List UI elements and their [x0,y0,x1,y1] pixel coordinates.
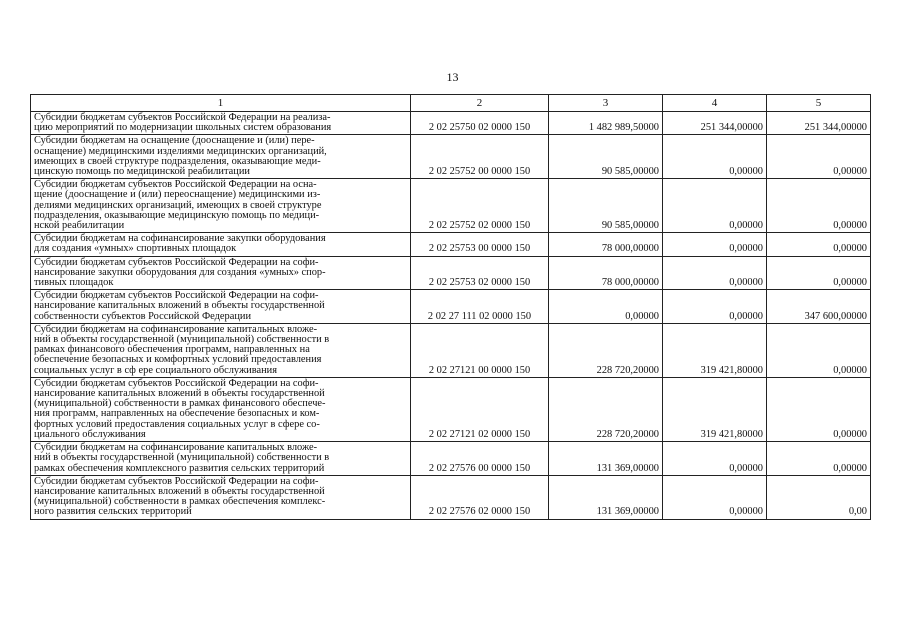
amount-col-4: 251 344,00000 [663,112,767,135]
amount-col-4: 0,00000 [663,233,767,256]
amount-col-3: 228 720,20000 [549,377,663,441]
amount-col-4: 319 421,80000 [663,377,767,441]
amount-col-3: 0,00000 [549,290,663,324]
subsidy-description: Субсидии бюджетам на софинансирование капитальных вложе- ний в объекты государственной (муниципальной) собственности в рамках обеспечения комплексного развития сельских территорий [31,442,411,476]
amount-col-4: 0,00000 [663,290,767,324]
amount-col-5: 347 600,00000 [767,290,871,324]
amount-col-3: 90 585,00000 [549,135,663,179]
table-header-row [31,95,871,112]
budget-code: 2 02 25753 02 0000 150 [411,256,549,290]
page-number: 13 [446,70,459,84]
subsidy-description: Субсидии бюджетам субъектов Российской Федерации на софи- нансирование капитальных вложений в объекты государственной (муниципальной) собственности в рамках финансового обеспече- ния программ, направленных на обеспечение безопасных и ком- фортных условий предоставления социальных услуг в сфере со- циального обслуживания [31,377,411,441]
column-header-4: 4 [663,95,767,112]
column-header-1: 1 [31,95,411,112]
amount-col-5: 0,00000 [767,256,871,290]
amount-col-4: 0,00000 [663,475,767,519]
table-row [31,179,871,233]
table-row [31,112,871,135]
budget-code: 2 02 25752 02 0000 150 [411,179,549,233]
amount-col-3: 1 482 989,50000 [549,112,663,135]
amount-col-5: 0,00000 [767,135,871,179]
subsidy-description: Субсидии бюджетам на оснащение (дооснащение и (или) пере- оснащение) медицинскими изделиями медицинских организаций, имеющих в своей структуре подразделения, оказывающие меди- цинскую помощь по медицинской реабилитации [31,135,411,179]
budget-table [30,94,871,520]
table-row [31,323,871,377]
amount-col-3: 228 720,20000 [549,323,663,377]
table-row [31,290,871,324]
table-row [31,377,871,441]
table-row [31,135,871,179]
budget-code: 2 02 27576 00 0000 150 [411,442,549,476]
amount-col-4: 0,00000 [663,135,767,179]
subsidy-description: Субсидии бюджетам субъектов Российской Федерации на реализа- цию мероприятий по модернизации школьных систем образования [31,112,411,135]
table-row [31,442,871,476]
amount-col-5: 0,00000 [767,179,871,233]
column-header-2: 2 [411,95,549,112]
amount-col-3: 90 585,00000 [549,179,663,233]
table-row [31,233,871,256]
subsidy-description: Субсидии бюджетам субъектов Российской Федерации на софи- нансирование капитальных вложений в объекты государственной собственности субъектов Российской Федерации [31,290,411,324]
budget-code: 2 02 27121 02 0000 150 [411,377,549,441]
amount-col-5: 0,00000 [767,377,871,441]
amount-col-3: 78 000,00000 [549,256,663,290]
amount-col-5: 0,00000 [767,323,871,377]
amount-col-5: 0,00000 [767,233,871,256]
budget-code: 2 02 27121 00 0000 150 [411,323,549,377]
amount-col-4: 0,00000 [663,256,767,290]
amount-col-5: 0,00 [767,475,871,519]
amount-col-4: 0,00000 [663,442,767,476]
amount-col-4: 319 421,80000 [663,323,767,377]
column-header-5: 5 [767,95,871,112]
budget-code: 2 02 25750 02 0000 150 [411,112,549,135]
budget-code: 2 02 27 111 02 0000 150 [411,290,549,324]
budget-code: 2 02 27576 02 0000 150 [411,475,549,519]
column-header-3: 3 [549,95,663,112]
table-row [31,256,871,290]
subsidy-description: Субсидии бюджетам на софинансирование закупки оборудования для создания «умных» спортивных площадок [31,233,411,256]
subsidy-description: Субсидии бюджетам на софинансирование капитальных вложе- ний в объекты государственной (муниципальной) собственности в рамках финансового обеспечения программ, направленных на обеспечение безопасных и комфортных условий предоставления социальных услуг в сф ере социального обслуживания [31,323,411,377]
amount-col-3: 78 000,00000 [549,233,663,256]
amount-col-5: 251 344,00000 [767,112,871,135]
table-row [31,475,871,519]
subsidy-description: Субсидии бюджетам субъектов Российской Федерации на осна- щение (дооснащение и (или) переоснащение) медицинскими из- делиями медицинских организаций, имеющих в своей структуре подразделения, оказывающие медицинскую помощь по медици- нской реабилитации [31,179,411,233]
amount-col-4: 0,00000 [663,179,767,233]
budget-code: 2 02 25753 00 0000 150 [411,233,549,256]
subsidy-description: Субсидии бюджетам субъектов Российской Федерации на софи- нансирование закупки оборудования для создания «умных» спор- тивных площадок [31,256,411,290]
amount-col-5: 0,00000 [767,442,871,476]
amount-col-3: 131 369,00000 [549,475,663,519]
subsidy-description: Субсидии бюджетам субъектов Российской Федерации на софи- нансирование капитальных вложений в объекты государственной (муниципальной) собственности в рамках обеспечения комплекс- ного развития сельских территорий [31,475,411,519]
amount-col-3: 131 369,00000 [549,442,663,476]
budget-code: 2 02 25752 00 0000 150 [411,135,549,179]
